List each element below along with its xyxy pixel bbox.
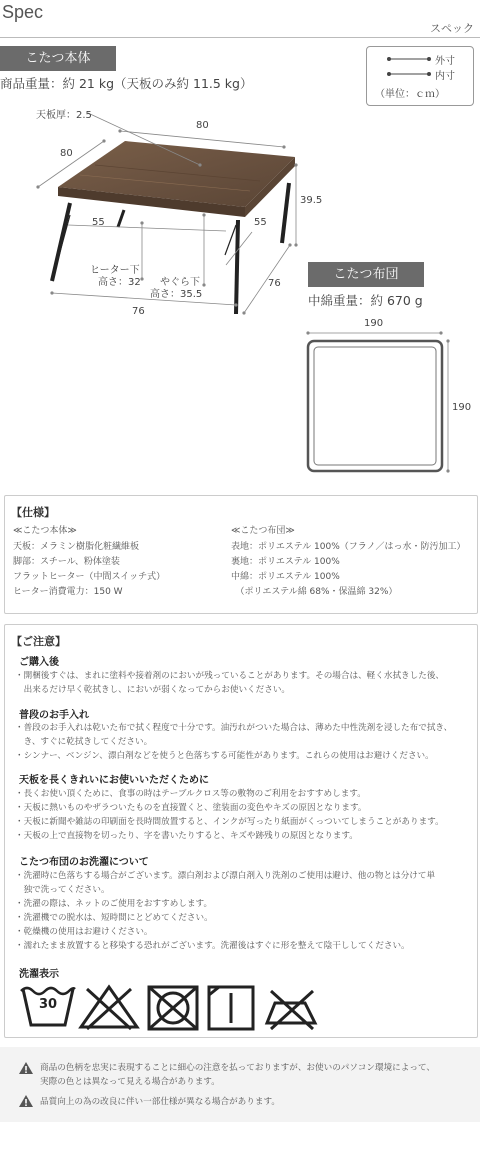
caution-section-title: 天板を長くきれいにお使いいただくために <box>19 775 209 786</box>
no-iron-icon <box>267 991 315 1029</box>
spec-left-line: 脚部：スチール、粉体塗装 <box>13 557 120 567</box>
caution-item: ・普段のお手入れは乾いた布で拭く程度で十分です。油汚れがついた場合は、薄めた中性洗剤を浸した布で拭き、 <box>15 723 453 733</box>
caution-item: ・乾燥機の使用はお避けください。 <box>15 927 153 937</box>
wash-icons <box>19 981 319 1033</box>
height-label: 39.5 <box>300 195 323 206</box>
heater-label: ヒーター下 <box>90 265 140 276</box>
dimension-legend <box>366 46 474 106</box>
caution-item: ・洗濯時に色落ちする場合がございます。漂白剤および漂白剤入り洗剤のご使用は避け、他の物とは分けて単 <box>15 871 436 881</box>
caution-heading: 【ご注意】 <box>11 635 66 648</box>
top-thickness-label: 天板厚：2.5 <box>36 110 92 121</box>
spec-left-line: 天板：メラミン樹脂化粧繊維板 <box>13 542 140 552</box>
spec-right-line: 表地：ポリエステル 100%（フラノ／はっ水・防汚加工） <box>231 542 466 552</box>
caution-box <box>4 624 478 1038</box>
spec-left-line: フラットヒーター（中間スイッチ式） <box>13 572 166 582</box>
caution-item: ・天板に熱いものやザラついたものを直接置くと、塗装面の変色やキズの原因となります。 <box>15 803 367 813</box>
notice-text: 商品の色柄を忠実に表現することに細心の注意を払っておりますが、お使いのパソコン環境によって、 <box>40 1063 435 1073</box>
warning-icon <box>18 1094 34 1108</box>
spec-right-line: 中綿：ポリエステル 100% <box>231 572 340 582</box>
spec-right-line: 裏地：ポリエステル 100% <box>231 557 340 567</box>
warning-icon <box>18 1061 34 1075</box>
caution-item: ・洗濯機での脱水は、短時間にとどめてください。 <box>15 913 213 923</box>
futon-diagram <box>300 315 470 480</box>
notice-band <box>0 1047 480 1122</box>
legend-outer: 外寸 <box>435 56 455 67</box>
kotatsu-tag: こたつ本体 <box>0 46 116 71</box>
spec-right-title: ≪こたつ布団≫ <box>231 526 295 536</box>
kotatsu-weight: 商品重量：約 21 kg（天板のみ約 11.5 kg） <box>0 76 253 91</box>
leg-front-label: 76 <box>132 306 145 317</box>
caution-item: ・洗濯の際は、ネットのご使用をおすすめします。 <box>15 899 213 909</box>
caution-section-title: ご購入後 <box>19 657 59 668</box>
spec-kana: スペック <box>430 22 474 35</box>
no-tumble-dry-icon <box>149 987 197 1029</box>
spec-left-title: ≪こたつ本体≫ <box>13 526 77 536</box>
heater-height: 高さ：32 <box>98 277 141 288</box>
futon-width-label: 190 <box>364 318 384 329</box>
caution-item: 出来るだけ早く乾拭きし、においが弱くなってからお使いください。 <box>15 685 291 695</box>
caution-section-title: 普段のお手入れ <box>19 710 89 721</box>
spec-heading: 【仕様】 <box>11 506 55 519</box>
width-label: 80 <box>196 120 209 131</box>
inner-front-label: 55 <box>92 217 105 228</box>
caution-section-title: こたつ布団のお洗濯について <box>19 857 149 868</box>
futon-tag: こたつ布団 <box>308 262 424 287</box>
leg-side-label: 76 <box>268 278 281 289</box>
futon-weight: 中綿重量：約 670 g <box>308 293 423 308</box>
wash-label: 洗濯表示 <box>19 969 59 980</box>
wash-temp-label: 30 <box>39 997 58 1012</box>
yagura-height: 高さ：35.5 <box>150 289 203 300</box>
caution-item: ・天板の上で直接物を切ったり、字を書いたりすると、キズや跡残りの原因となります。 <box>15 831 358 841</box>
legend-unit: （単位：ｃｍ） <box>375 89 445 100</box>
caution-item: き、すぐに乾拭きしてください。 <box>15 737 153 747</box>
caution-item: ・濡れたまま放置すると移染する恐れがございます。洗濯後はすぐに形を整えて陰干ししてください。 <box>15 941 410 951</box>
caution-item: 独で洗ってください。 <box>15 885 110 895</box>
caution-item: ・開梱後すぐは、まれに塗料や接着剤のにおいが残っていることがあります。その場合は、軽く水拭きした後、 <box>15 671 445 681</box>
spec-box <box>4 495 478 614</box>
no-bleach-icon <box>81 987 137 1029</box>
header-divider <box>0 37 480 38</box>
yagura-label: やぐら下 <box>160 277 200 288</box>
notice-text: 品質向上の為の改良に伴い一部仕様が異なる場合があります。 <box>40 1097 280 1107</box>
spec-left-line: ヒーター消費電力：150 W <box>13 587 123 597</box>
caution-item: ・シンナー、ベンジン、漂白剤などを使うと色落ちする可能性があります。これらの使用はお避けください。 <box>15 751 434 761</box>
notice-text: 実際の色とは異なって見える場合があります。 <box>40 1077 220 1087</box>
depth-label: 80 <box>60 148 73 159</box>
line-dry-shade-icon <box>209 987 253 1029</box>
spec-title: Spec <box>2 2 44 22</box>
inner-side-label: 55 <box>254 217 267 228</box>
caution-item: ・天板に新聞や雑誌の印刷面を長時間放置すると、インクが写ったり紙面がくっついてしまうことがあります。 <box>15 817 444 827</box>
legend-inner: 内寸 <box>435 71 455 82</box>
spec-right-line: （ポリエステル綿 68%・保温綿 32%） <box>231 587 398 597</box>
futon-depth-label: 190 <box>452 402 472 413</box>
caution-item: ・長くお使い頂くために、食事の時はテーブルクロス等の敷物のご利用をおすすめします。 <box>15 789 366 799</box>
